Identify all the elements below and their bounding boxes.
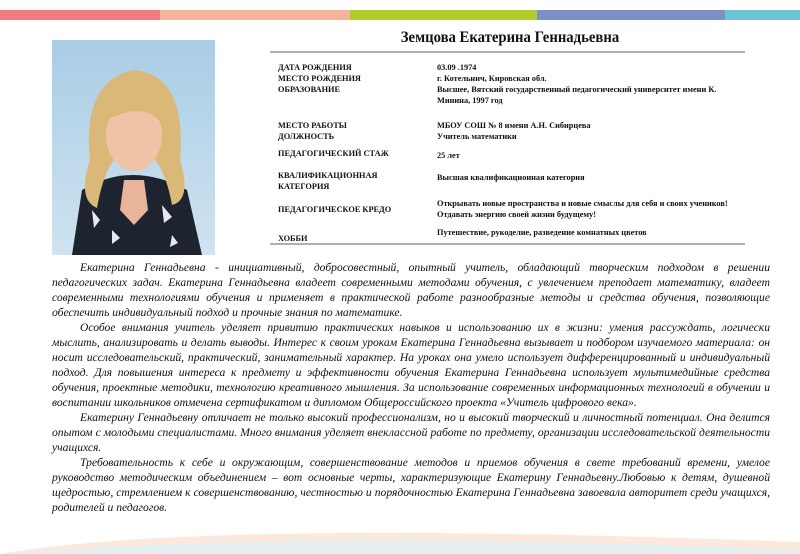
info-value: Путешествие, рукоделие, разведение комнатных цветов <box>437 228 647 237</box>
info-value: Высшая квалификационная категория <box>437 173 585 182</box>
info-label: ДАТА РОЖДЕНИЯ <box>278 63 352 72</box>
info-label: КВАЛИФИКАЦИОННАЯ КАТЕГОРИЯ <box>278 171 378 191</box>
info-label: МЕСТО РАБОТЫ <box>278 121 347 130</box>
bio-paragraph: Особое внимания учитель уделяет привитию практических навыков и использованию их в жизни: умения рассуждать, логически мыслить, анализировать и делать выводы. Интерес к своим урокам Екатерина Геннадьевна вызывает и подбором изучаемого материала: он носит исследовательский, практический, занимательный характер. На уроках она умело использует дифференцированный и индивидуальный подход. Для повышения интереса к предмету и эффективности обучения Екатерина Геннадьевна использует мультимедийные средства обучения, проектные методики, технологию креативного мышления. За использование современных информационных технологий в обучении и воспитании школьников отмечена сертификатом и дипломом Общероссийского проекта «Учитель цифрового века». <box>52 321 770 409</box>
info-value: 03.09 .1974 <box>437 63 477 72</box>
info-value: 25 лет <box>437 151 460 160</box>
color-stripe <box>0 10 800 20</box>
info-value: г. Котельнич, Кировская обл. <box>437 74 547 83</box>
biography <box>52 260 770 515</box>
portrait-photo <box>52 40 215 255</box>
bio-paragraph: Требовательность к себе и окружающим, совершенствование методов и приемов обучения в свете требований времени, умелое руководство методическим объединением – вот основные черты, характеризующие Екатерину Геннадьевну.Любовью к детям, душевной щедростью, стремлением к совершенствованию, честностью и порядочностью Екатерина Геннадьевна завоевала авторитет среди учащихся, родителей и педагогов. <box>52 456 770 514</box>
info-label: ДОЛЖНОСТЬ <box>278 132 335 141</box>
info-label: ХОББИ <box>278 234 308 243</box>
stripe-red <box>0 10 160 20</box>
info-value: Учитель математики <box>437 132 517 141</box>
info-value: МБОУ СОШ № 8 имени А.Н. Сибирцева <box>437 121 591 130</box>
info-label: ОБРАЗОВАНИЕ <box>278 85 341 94</box>
stripe-lime <box>350 10 537 20</box>
info-label: ПЕДАГОГИЧЕСКОЕ КРЕДО <box>278 205 392 214</box>
info-value: Открывать новые пространства и новые смыслы для себя и своих учеников! Отдавать энергию своей жизни будущему! <box>437 199 728 219</box>
stripe-peach <box>160 10 350 20</box>
bio-paragraph: Екатерина Геннадьевна - инициативный, добросовестный, опытный учитель, обладающий творческим подходом в решении педагогических задач. Екатерина Геннадьевна владеет современными методами обучения, с увлечением преподает математику, владеет современными технологиями обучения и применяет в практической работе разнообразные методы и средства обучения, позволяющие обеспечить индивидуальный подход и прочные знания по математике. <box>52 261 770 319</box>
info-label: МЕСТО РОЖДЕНИЯ <box>278 74 361 83</box>
bio-paragraph: Екатерину Геннадьевну отличает не только высокий профессионализм, но и высокий творческий и личностный потенциал. Она делится опытом с молодыми специалистами. Много внимания уделяет внеклассной работе по предмету, организации исследовательской деятельности учащихся. <box>52 411 770 454</box>
info-label: ПЕДАГОГИЧЕСКИЙ СТАЖ <box>278 149 389 158</box>
person-name: Земцова Екатерина Геннадьевна <box>400 29 620 46</box>
stripe-teal <box>725 10 800 20</box>
info-value: Высшее, Вятский государственный педагогический университет имени К. Минина, 1997 год <box>437 85 717 105</box>
stripe-blue <box>537 10 725 20</box>
table-top-rule <box>270 51 745 53</box>
decorative-swoosh <box>0 514 800 554</box>
